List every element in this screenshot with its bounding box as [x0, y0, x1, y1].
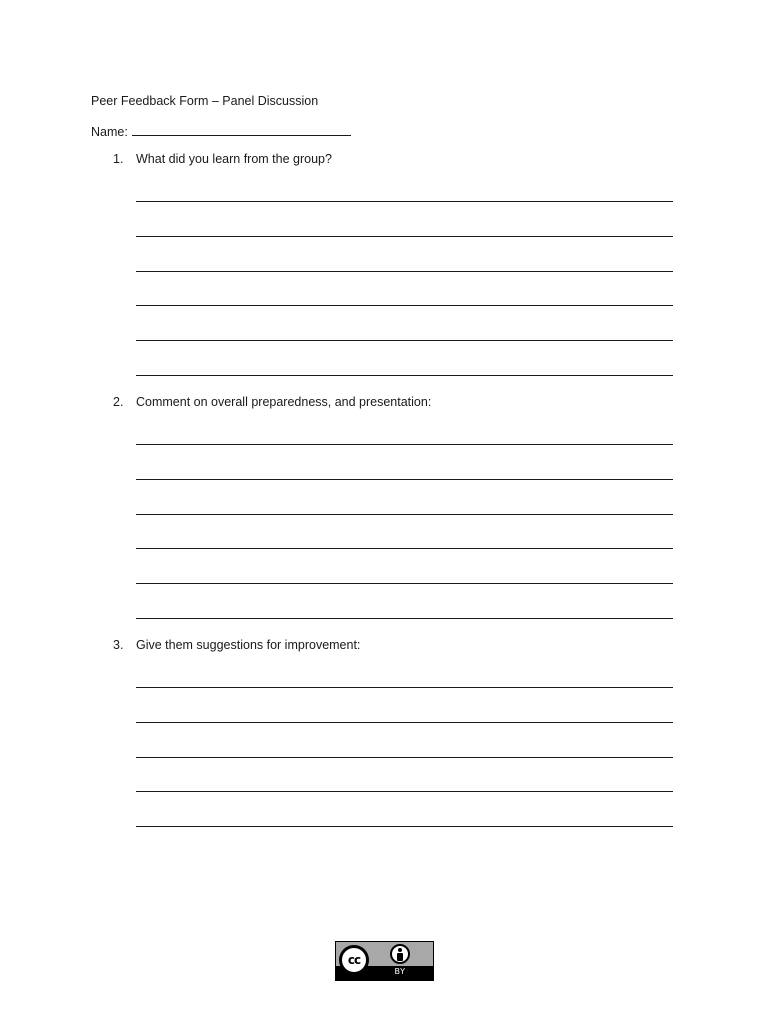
answer-line[interactable] [136, 826, 673, 827]
answer-line[interactable] [136, 271, 673, 272]
question-number: 3. [113, 638, 124, 652]
answer-line[interactable] [136, 201, 673, 202]
answer-line[interactable] [136, 687, 673, 688]
attribution-person-icon [390, 944, 410, 964]
answer-line[interactable] [136, 514, 673, 515]
person-head [398, 948, 402, 952]
name-row [91, 123, 351, 139]
answer-line[interactable] [136, 791, 673, 792]
answer-line[interactable] [136, 757, 673, 758]
answer-line[interactable] [136, 236, 673, 237]
question-text: What did you learn from the group? [136, 152, 332, 166]
question-text: Comment on overall preparedness, and presentation: [136, 395, 432, 409]
by-label: BY [394, 967, 406, 976]
question-number: 2. [113, 395, 124, 409]
answer-line[interactable] [136, 722, 673, 723]
question-3 [113, 638, 360, 652]
name-field[interactable] [132, 123, 351, 136]
answer-line[interactable] [136, 375, 673, 376]
answer-line[interactable] [136, 444, 673, 445]
answer-line[interactable] [136, 618, 673, 619]
cc-icon: cc [339, 945, 369, 975]
answer-line[interactable] [136, 340, 673, 341]
answer-line[interactable] [136, 583, 673, 584]
creative-commons-by-icon [335, 941, 434, 981]
question-text: Give them suggestions for improvement: [136, 638, 361, 652]
question-number: 1. [113, 152, 124, 166]
question-2 [113, 395, 431, 409]
question-1 [113, 152, 332, 166]
answer-line[interactable] [136, 479, 673, 480]
person-body [397, 953, 403, 961]
answer-line[interactable] [136, 548, 673, 549]
form-title: Peer Feedback Form – Panel Discussion [91, 94, 319, 108]
answer-line[interactable] [136, 305, 673, 306]
name-label: Name: [91, 125, 128, 139]
